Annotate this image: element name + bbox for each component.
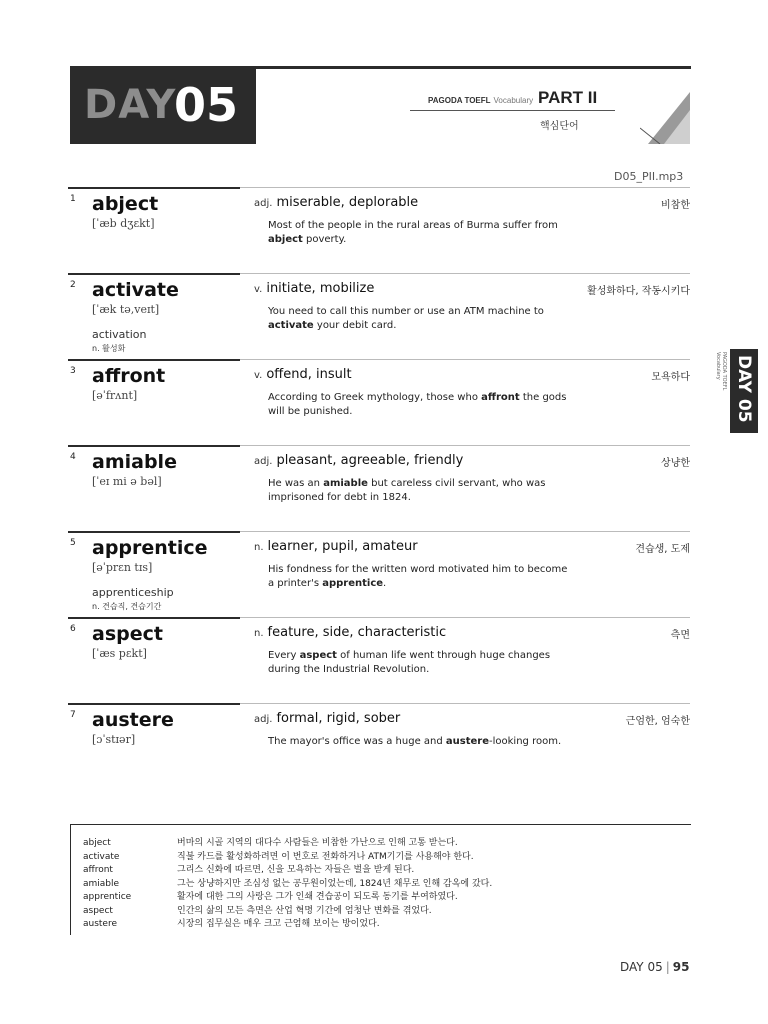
entry-pronunciation: [əˈfrʌnt] [92, 389, 138, 402]
entry-definition: miserable, deplorable [276, 195, 419, 210]
entry-word-rule [68, 273, 240, 275]
entry-korean: 활성화하다, 작동시키다 [587, 286, 690, 297]
entry-word-rule [68, 617, 240, 619]
page-footer [620, 960, 689, 974]
translation-word: abject [83, 838, 111, 848]
example-pre: His fondness for the written word motivated him to become a printer's [268, 564, 568, 589]
example-keyword: amiable [323, 478, 368, 489]
entry-definition-line [254, 539, 418, 554]
entry-word: activate [92, 279, 179, 301]
entry-number: 3 [70, 366, 76, 376]
example-pre: You need to call this number or use an ATM machine to [268, 306, 544, 317]
translation-text: 인간의 삶의 모든 측면은 산업 혁명 기간에 엄청난 변화를 겪었다. [177, 905, 432, 916]
entry-example [268, 219, 568, 247]
example-pre: He was an [268, 478, 324, 489]
entry-definition: initiate, mobilize [266, 281, 375, 296]
entry-definition-line [254, 711, 400, 726]
series-title [428, 96, 533, 105]
entry-pronunciation: [ˈæb dʒɛkt] [92, 217, 155, 230]
example-pre: Most of the people in the rural areas of Burma suffer from [268, 220, 558, 231]
entry-word-rule [68, 531, 240, 533]
example-keyword: activate [268, 320, 314, 331]
vocab-entry [68, 273, 690, 359]
entry-example [268, 649, 568, 677]
translation-word: activate [83, 851, 120, 862]
vocab-entry [68, 359, 690, 445]
translation-word: austere [83, 919, 118, 929]
page-number: 95 [672, 960, 690, 974]
entry-word-rule [68, 359, 240, 361]
entry-example [268, 305, 568, 333]
entry-word: austere [92, 709, 174, 731]
header-rule [256, 66, 691, 69]
translation-word: apprentice [83, 892, 132, 902]
entry-part-of-speech: adj. [254, 198, 273, 209]
vocab-entry [68, 187, 690, 273]
entry-derivative: activation [92, 328, 147, 341]
entry-definition-line [254, 367, 352, 382]
entry-part-of-speech: v. [254, 284, 263, 295]
entry-example [268, 391, 568, 419]
audio-file-label[interactable]: D05_PII.mp3 [614, 170, 684, 183]
translation-text: 직불 카드를 활성화하려면 이 번호로 전화하거나 ATM기기를 사용해야 한다. [177, 851, 474, 862]
part-title: PART II [538, 88, 598, 107]
entry-korean: 측면 [670, 630, 690, 641]
entry-pronunciation: [ˈæk tə,veɪt] [92, 303, 160, 316]
vocab-entry [68, 617, 690, 703]
translation-box [70, 824, 691, 935]
translation-word: aspect [83, 905, 113, 916]
entry-definition-line [254, 195, 418, 210]
translation-row [83, 862, 414, 875]
entry-word: abject [92, 193, 159, 215]
example-pre: Every [268, 650, 300, 661]
entry-definition: pleasant, agreeable, friendly [276, 453, 464, 468]
entry-example [268, 563, 568, 591]
entry-word-rule [68, 187, 240, 189]
entry-korean: 모욕하다 [651, 372, 690, 383]
entry-part-of-speech: n. [254, 542, 264, 553]
entry-part-of-speech: n. [254, 628, 264, 639]
entry-definition: offend, insult [266, 367, 352, 382]
entry-korean: 비참한 [661, 200, 690, 211]
translation-text: 버마의 시골 지역의 대다수 사람들은 비참한 가난으로 인해 고통 받는다. [177, 838, 458, 848]
vocab-entry [68, 445, 690, 531]
entry-part-of-speech: adj. [254, 714, 273, 725]
entry-derivative-meaning: n. 견습직, 견습기간 [92, 602, 162, 611]
entry-definition-line [254, 625, 446, 640]
entry-pronunciation: [ɔˈstɪər] [92, 733, 136, 746]
translation-word: affront [83, 865, 113, 875]
translation-row [83, 889, 458, 902]
entry-word: apprentice [92, 537, 208, 559]
entry-number: 5 [70, 538, 76, 548]
example-post: your debit card. [313, 320, 397, 331]
vocab-entry [68, 703, 690, 789]
footer-day: DAY 05 [620, 960, 663, 974]
entry-part-of-speech: adj. [254, 456, 273, 467]
entry-number: 4 [70, 452, 76, 462]
entry-word-rule [68, 445, 240, 447]
translation-word: amiable [83, 878, 120, 889]
example-post: . [383, 578, 387, 589]
translation-row [83, 835, 458, 848]
entry-word: aspect [92, 623, 163, 645]
series-name: PAGODA TOEFL [428, 96, 491, 105]
example-keyword: apprentice [322, 578, 384, 589]
entry-pronunciation: [ˈæs pɛkt] [92, 647, 147, 660]
entry-korean: 상냥한 [661, 458, 690, 469]
translation-text: 활자에 대한 그의 사랑은 그가 인쇄 견습공이 되도록 동기를 부여하였다. [177, 892, 458, 902]
corner-decoration-icon [640, 92, 690, 144]
part-subtitle: 핵심단어 [540, 121, 579, 132]
footer-separator: | [665, 960, 670, 974]
entry-number: 2 [70, 280, 76, 290]
entry-word-rule [68, 703, 240, 705]
example-pre: The mayor's office was a huge and [268, 736, 446, 747]
entry-word: amiable [92, 451, 177, 473]
series-subtitle: Vocabulary [493, 96, 534, 105]
example-keyword: affront [481, 392, 520, 403]
side-tab-series: PAGODA TOEFL Vocabulary [715, 352, 727, 391]
example-post: poverty. [302, 234, 347, 245]
entry-number: 6 [70, 624, 76, 634]
example-post: the gods will be punished. [268, 392, 567, 417]
day-banner [70, 66, 256, 144]
example-post: -looking room. [489, 736, 562, 747]
entry-derivative: apprenticeship [92, 586, 174, 599]
entry-part-of-speech: v. [254, 370, 263, 381]
part-rule [410, 110, 615, 111]
example-keyword: austere [445, 736, 490, 747]
translation-row [83, 876, 492, 889]
translation-text: 시장의 집무실은 매우 크고 근엄해 보이는 방이었다. [177, 919, 380, 929]
entry-derivative-meaning: n. 활성화 [92, 344, 126, 353]
entry-definition: feature, side, characteristic [267, 625, 447, 640]
entry-korean: 견습생, 도제 [635, 544, 690, 555]
translation-row [83, 849, 474, 862]
entry-definition-line [254, 453, 463, 468]
side-tab [730, 349, 758, 433]
vocab-entry [68, 531, 690, 617]
entry-definition: formal, rigid, sober [276, 711, 401, 726]
entry-definition: learner, pupil, amateur [267, 539, 418, 554]
example-post: but careless civil servant, who was imprisoned for debt in 1824. [268, 478, 546, 503]
example-post: of human life went through huge changes during the Industrial Revolution. [268, 650, 551, 675]
translation-row [83, 916, 380, 929]
day-word: DAY [84, 82, 177, 128]
entry-number: 1 [70, 194, 76, 204]
entry-pronunciation: [əˈprɛn tɪs] [92, 561, 153, 574]
translation-row [83, 903, 432, 916]
entry-korean: 근엄한, 엄숙한 [625, 716, 690, 727]
entry-number: 7 [70, 710, 76, 720]
example-keyword: abject [268, 234, 303, 245]
example-pre: According to Greek mythology, those who [268, 392, 482, 403]
example-keyword: aspect [299, 650, 337, 661]
translation-text: 그리스 신화에 따르면, 신을 모욕하는 자들은 벌을 받게 된다. [177, 865, 415, 875]
entry-pronunciation: [ˈeɪ mi ə bəl] [92, 475, 162, 488]
entry-example [268, 735, 568, 749]
entry-word: affront [92, 365, 166, 387]
day-number: 05 [174, 78, 239, 132]
side-tab-label: DAY 05 [734, 355, 754, 423]
translation-text: 그는 상냥하지만 조심성 없는 공무원이었는데, 1824년 채무로 인해 감옥에 갔다. [177, 878, 493, 889]
entry-example [268, 477, 568, 505]
entry-definition-line [254, 281, 374, 296]
